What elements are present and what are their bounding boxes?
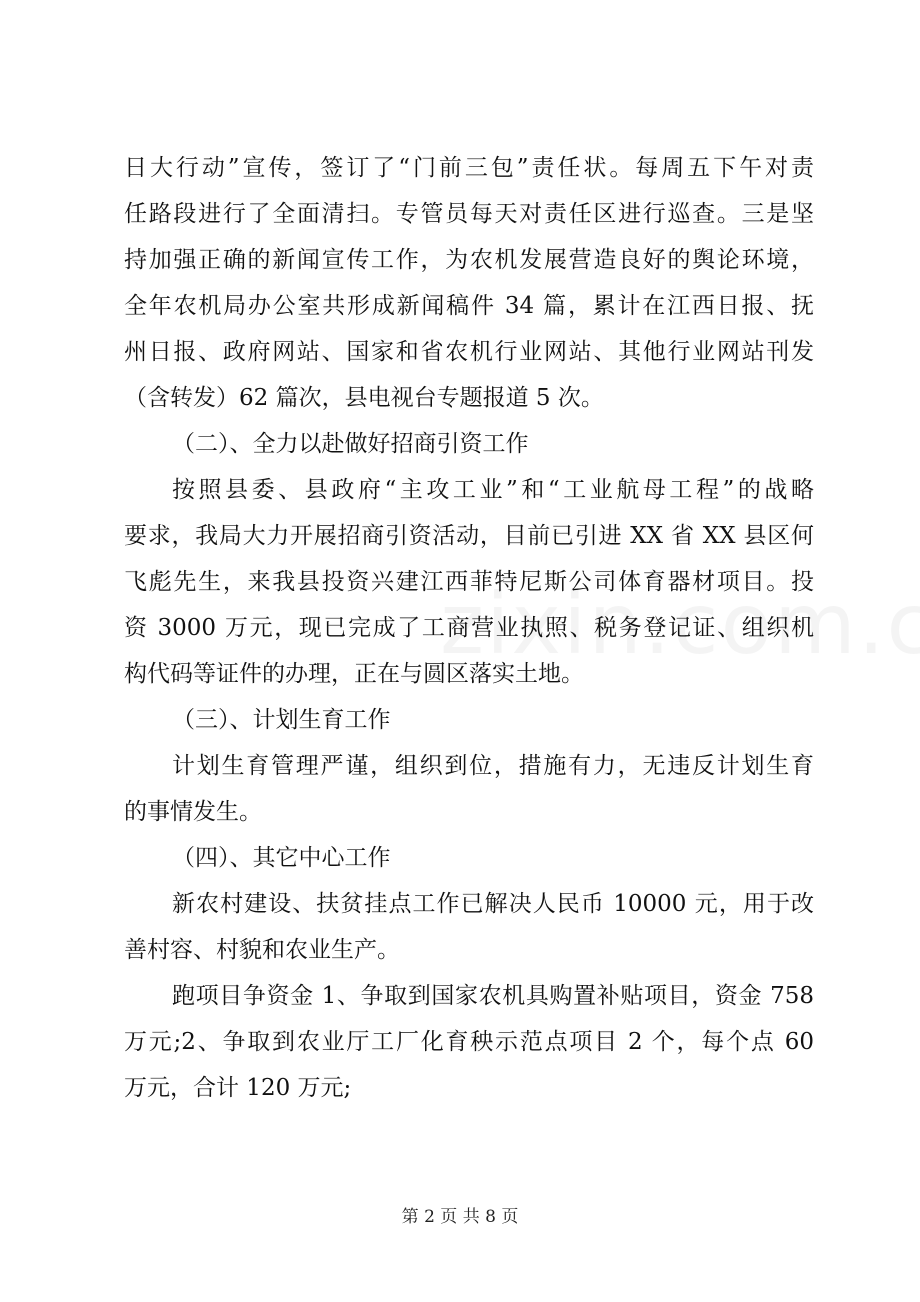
text-line: 善村容、村貌和农业生产。 bbox=[124, 937, 400, 963]
document-body bbox=[124, 145, 814, 1111]
text-line: 跑项目争资金 1、争取到国家农机具购置补贴项目，资金 758 bbox=[172, 983, 814, 1009]
section-heading: （二）、全力以赴做好招商引资工作 bbox=[172, 431, 529, 457]
text-line: （含转发）62 篇次，县电视台专题报道 5 次。 bbox=[124, 385, 604, 411]
text-line: 计划生育管理严谨，组织到位，措施有力，无违反计划生育 bbox=[172, 753, 814, 779]
text-line: 持加强正确的新闻宣传工作，为农机发展营造良好的舆论环境， bbox=[124, 247, 814, 273]
text-line: 日大行动”宣传，签订了“门前三包”责任状。每周五下午对责 bbox=[124, 155, 814, 181]
text-line: 飞彪先生，来我县投资兴建江西菲特尼斯公司体育器材项目。投 bbox=[124, 569, 814, 595]
text-line: 州日报、政府网站、国家和省农机行业网站、其他行业网站刊发 bbox=[124, 339, 814, 365]
text-line: 构代码等证件的办理，正在与圆区落实土地。 bbox=[124, 661, 584, 687]
text-line: 要求，我局大力开展招商引资活动，目前已引进 XX 省 XX 县区何 bbox=[124, 523, 814, 549]
text-line: 万元;2、争取到农业厅工厂化育秧示范点项目 2 个，每个点 60 bbox=[124, 1029, 814, 1055]
text-line: 新农村建设、扶贫挂点工作已解决人民币 10000 元，用于改 bbox=[172, 891, 814, 917]
text-line: 资 3000 万元，现已完成了工商营业执照、税务登记证、组织机 bbox=[124, 615, 814, 641]
text-line: 万元，合计 120 万元; bbox=[124, 1075, 352, 1101]
section-heading: （四）、其它中心工作 bbox=[172, 845, 391, 871]
text-line: 的事情发生。 bbox=[124, 799, 262, 825]
text-line: 任路段进行了全面清扫。专管员每天对责任区进行巡查。三是坚 bbox=[124, 201, 814, 227]
text-line: 全年农机局办公室共形成新闻稿件 34 篇，累计在江西日报、抚 bbox=[124, 293, 814, 319]
page-footer: 第 2 页 共 8 页 bbox=[401, 1207, 519, 1227]
text-line: 按照县委、县政府“主攻工业”和“工业航母工程”的战略 bbox=[172, 477, 814, 503]
section-heading: （三）、计划生育工作 bbox=[172, 707, 391, 733]
